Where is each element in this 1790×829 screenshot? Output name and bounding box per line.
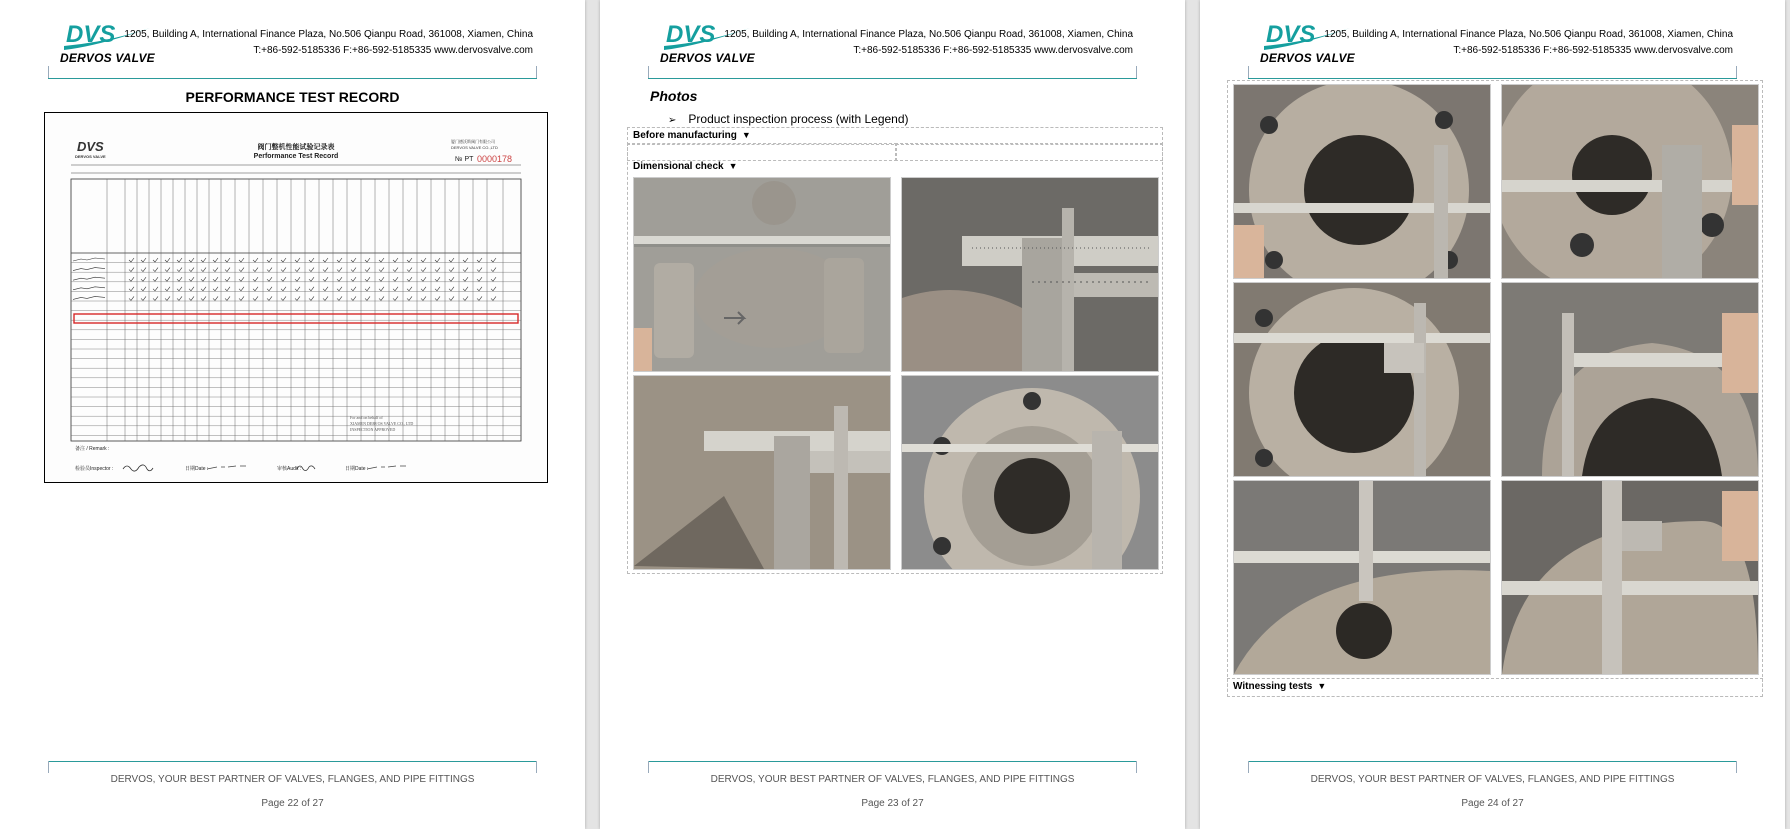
record-date-label: 日期Date :	[185, 466, 209, 472]
header-address: 1205, Building A, International Finance Plaza, No.506 Qianpu Road, 361008, Xiamen, China	[724, 29, 1133, 40]
empty-photo-row	[895, 143, 1163, 161]
footer-slogan: DERVOS, YOUR BEST PARTNER OF VALVES, FLANGES, AND PIPE FITTINGS	[710, 774, 1075, 785]
record-inspector-label: 检验员Inspector :	[75, 466, 114, 472]
footer-rule	[1248, 761, 1737, 762]
header-contact: T:+86-592-5185336 F:+86-592-5185335 www.dervosvalve.com	[1453, 45, 1733, 56]
header-rule-tick	[48, 66, 49, 78]
arrow-bullet-icon: ➢	[668, 115, 677, 126]
stamp-line-3: INSPECTION APPROVED	[350, 427, 396, 432]
page-number: Page 22 of 27	[261, 798, 324, 809]
record-logo-mark: DVS	[77, 139, 104, 154]
stamp-line-1: For and on behalf of	[350, 415, 383, 420]
record-remark-label: 备注 / Remark :	[75, 446, 110, 452]
footer-rule-tick	[536, 761, 537, 773]
stamp-line-2: XIAMEN DERVOS VALVE CO., LTD	[350, 421, 414, 426]
header-rule-tick	[648, 66, 649, 78]
photo-flange-caliper-4	[1501, 282, 1759, 477]
header-rule	[1248, 78, 1737, 79]
photo-flange-caliper-1	[1233, 84, 1491, 279]
dropdown-triangle-icon: ▼	[1317, 681, 1327, 691]
svg-text:DVS: DVS	[666, 22, 716, 48]
record-audit-label: 审核Audit :	[277, 466, 302, 472]
header-address: 1205, Building A, International Finance Plaza, No.506 Qianpu Road, 361008, Xiamen, China	[124, 29, 533, 40]
section-witnessing-tests[interactable]: Witnessing tests ▼	[1233, 681, 1327, 692]
header-rule-tick	[1136, 66, 1137, 78]
svg-text:DVS: DVS	[1266, 22, 1316, 48]
svg-text:DVS: DVS	[66, 22, 116, 48]
section-before-manufacturing[interactable]: Before manufacturing ▼	[633, 130, 751, 141]
section-dimensional-check[interactable]: Dimensional check ▼	[633, 161, 738, 172]
record-number-label: № PT	[455, 156, 474, 163]
dropdown-triangle-icon: ▼	[728, 161, 738, 171]
footer-rule-tick	[648, 761, 649, 773]
header-address: 1205, Building A, International Finance Plaza, No.506 Qianpu Road, 361008, Xiamen, China	[1324, 29, 1733, 40]
empty-photo-row	[627, 143, 897, 161]
bullet-text: Product inspection process (with Legend)	[688, 112, 909, 126]
record-logo-name: DERVOS VALVE	[75, 154, 106, 159]
record-title-en: Performance Test Record	[253, 153, 339, 160]
photo-flange-caliper-6	[1501, 480, 1759, 675]
header-rule-tick	[536, 66, 537, 78]
dropdown-triangle-icon: ▼	[741, 130, 751, 140]
footer-slogan: DERVOS, YOUR BEST PARTNER OF VALVES, FLANGES, AND PIPE FITTINGS	[1310, 774, 1675, 785]
photo-flange-bore-measurement	[901, 375, 1159, 570]
header-rule-tick	[1736, 66, 1737, 78]
page-number: Page 24 of 27	[1461, 798, 1524, 809]
footer-rule-tick	[48, 761, 49, 773]
footer-rule-tick	[1248, 761, 1249, 773]
header-contact: T:+86-592-5185336 F:+86-592-5185335 www.dervosvalve.com	[253, 45, 533, 56]
page-24	[1200, 0, 1785, 829]
photo-caliper-close-up	[901, 177, 1159, 372]
footer-rule-tick	[1736, 761, 1737, 773]
logo-name: DERVOS VALVE	[60, 51, 155, 65]
page-23	[600, 0, 1185, 829]
record-date-label-2: 日期Date :	[345, 466, 369, 472]
footer-rule	[648, 761, 1137, 762]
header-rule	[648, 78, 1137, 79]
photo-flange-caliper-3	[1233, 282, 1491, 477]
logo-name: DERVOS VALVE	[660, 51, 755, 65]
header-rule	[48, 78, 537, 79]
header-contact: T:+86-592-5185336 F:+86-592-5185335 www.dervosvalve.com	[853, 45, 1133, 56]
test-record-form-image	[45, 113, 547, 482]
logo-name: DERVOS VALVE	[1260, 51, 1355, 65]
performance-title: PERFORMANCE TEST RECORD	[185, 89, 400, 105]
page-22	[0, 0, 585, 829]
photo-y-strainer-measurement	[633, 177, 891, 372]
page-number: Page 23 of 27	[861, 798, 924, 809]
record-company-en: DERVOS VALVE CO.,LTD	[451, 145, 498, 150]
record-number-value: 0000178	[477, 154, 513, 164]
bullet-item	[668, 112, 909, 126]
record-company-cn: 厦门德沃斯阀门有限公司	[451, 139, 495, 144]
performance-test-record-scan	[44, 112, 548, 483]
photo-flange-caliper-5	[1233, 480, 1491, 675]
photo-caliper-body-measurement	[633, 375, 891, 570]
footer-rule-tick	[1136, 761, 1137, 773]
record-title-cn: 阀门整机性能试验记录表	[257, 144, 335, 151]
footer-rule	[48, 761, 537, 762]
photo-flange-caliper-2	[1501, 84, 1759, 279]
header-rule-tick	[1248, 66, 1249, 78]
photos-heading: Photos	[650, 88, 698, 104]
footer-slogan: DERVOS, YOUR BEST PARTNER OF VALVES, FLANGES, AND PIPE FITTINGS	[110, 774, 475, 785]
